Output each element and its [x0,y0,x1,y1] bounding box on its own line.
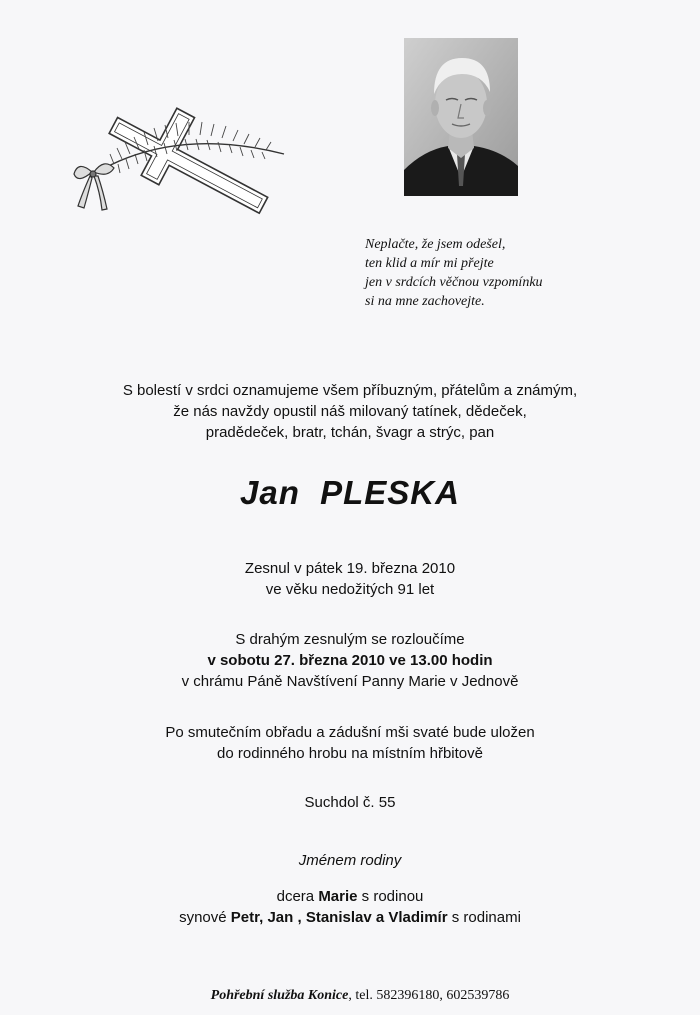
funeral-service-name: Pohřební služba Konice [210,988,349,1003]
announcement-line: pradědeček, bratr, tchán, švagr a strýc, pan [205,424,495,441]
family-members [0,886,700,928]
farewell-datetime: v sobotu 27. března 2010 ve 13.00 hodin [207,652,493,669]
announcement-line: S bolestí v srdci oznamujeme všem příbuzným, přátelům a známým, [122,382,578,399]
death-date: Zesnul v pátek 19. března 2010 [244,560,456,577]
footer [140,988,580,1004]
sons-prefix: synové [179,909,231,926]
burial-info [0,722,700,764]
death-info [0,558,700,600]
sons-line [0,907,700,928]
cross-with-palm-illustration [64,96,296,228]
poem-line: ten klid a mír mi přejte [365,256,494,271]
farewell-info [0,629,700,692]
poem-line: Neplačte, že jsem odešel, [365,237,506,252]
family-intro: Jménem rodiny [298,852,402,869]
farewell-intro: S drahým zesnulým se rozloučíme [235,631,465,648]
sons-suffix: s rodinami [447,909,521,926]
deceased-name: Jan PLESKA [240,474,460,511]
daughter-suffix: s rodinou [357,888,424,905]
daughter-prefix: dcera [276,888,319,905]
address: Suchdol č. 55 [304,794,396,811]
sons-names: Petr, Jan , Stanislav a Vladimír [230,909,448,926]
portrait-photo [404,38,518,196]
poem-line: jen v srdcích věčnou vzpomínku [365,275,543,290]
daughter-line [0,886,700,907]
burial-line: Po smutečním obřadu a zádušní mši svaté bude uložen [165,724,535,741]
announcement-line: že nás navždy opustil náš milovaný tatínek, dědeček, [173,403,527,420]
funeral-service-phone: , tel. 582396180, 602539786 [348,988,510,1003]
farewell-place: v chrámu Páně Navštívení Panny Marie v Jednově [181,673,519,690]
poem [365,235,665,311]
poem-line: si na mne zachovejte. [365,294,485,309]
death-age: ve věku nedožitých 91 let [265,581,435,598]
announcement-text [0,380,700,443]
daughter-name: Marie [318,888,358,905]
burial-line: do rodinného hrobu na místním hřbitově [217,745,483,762]
